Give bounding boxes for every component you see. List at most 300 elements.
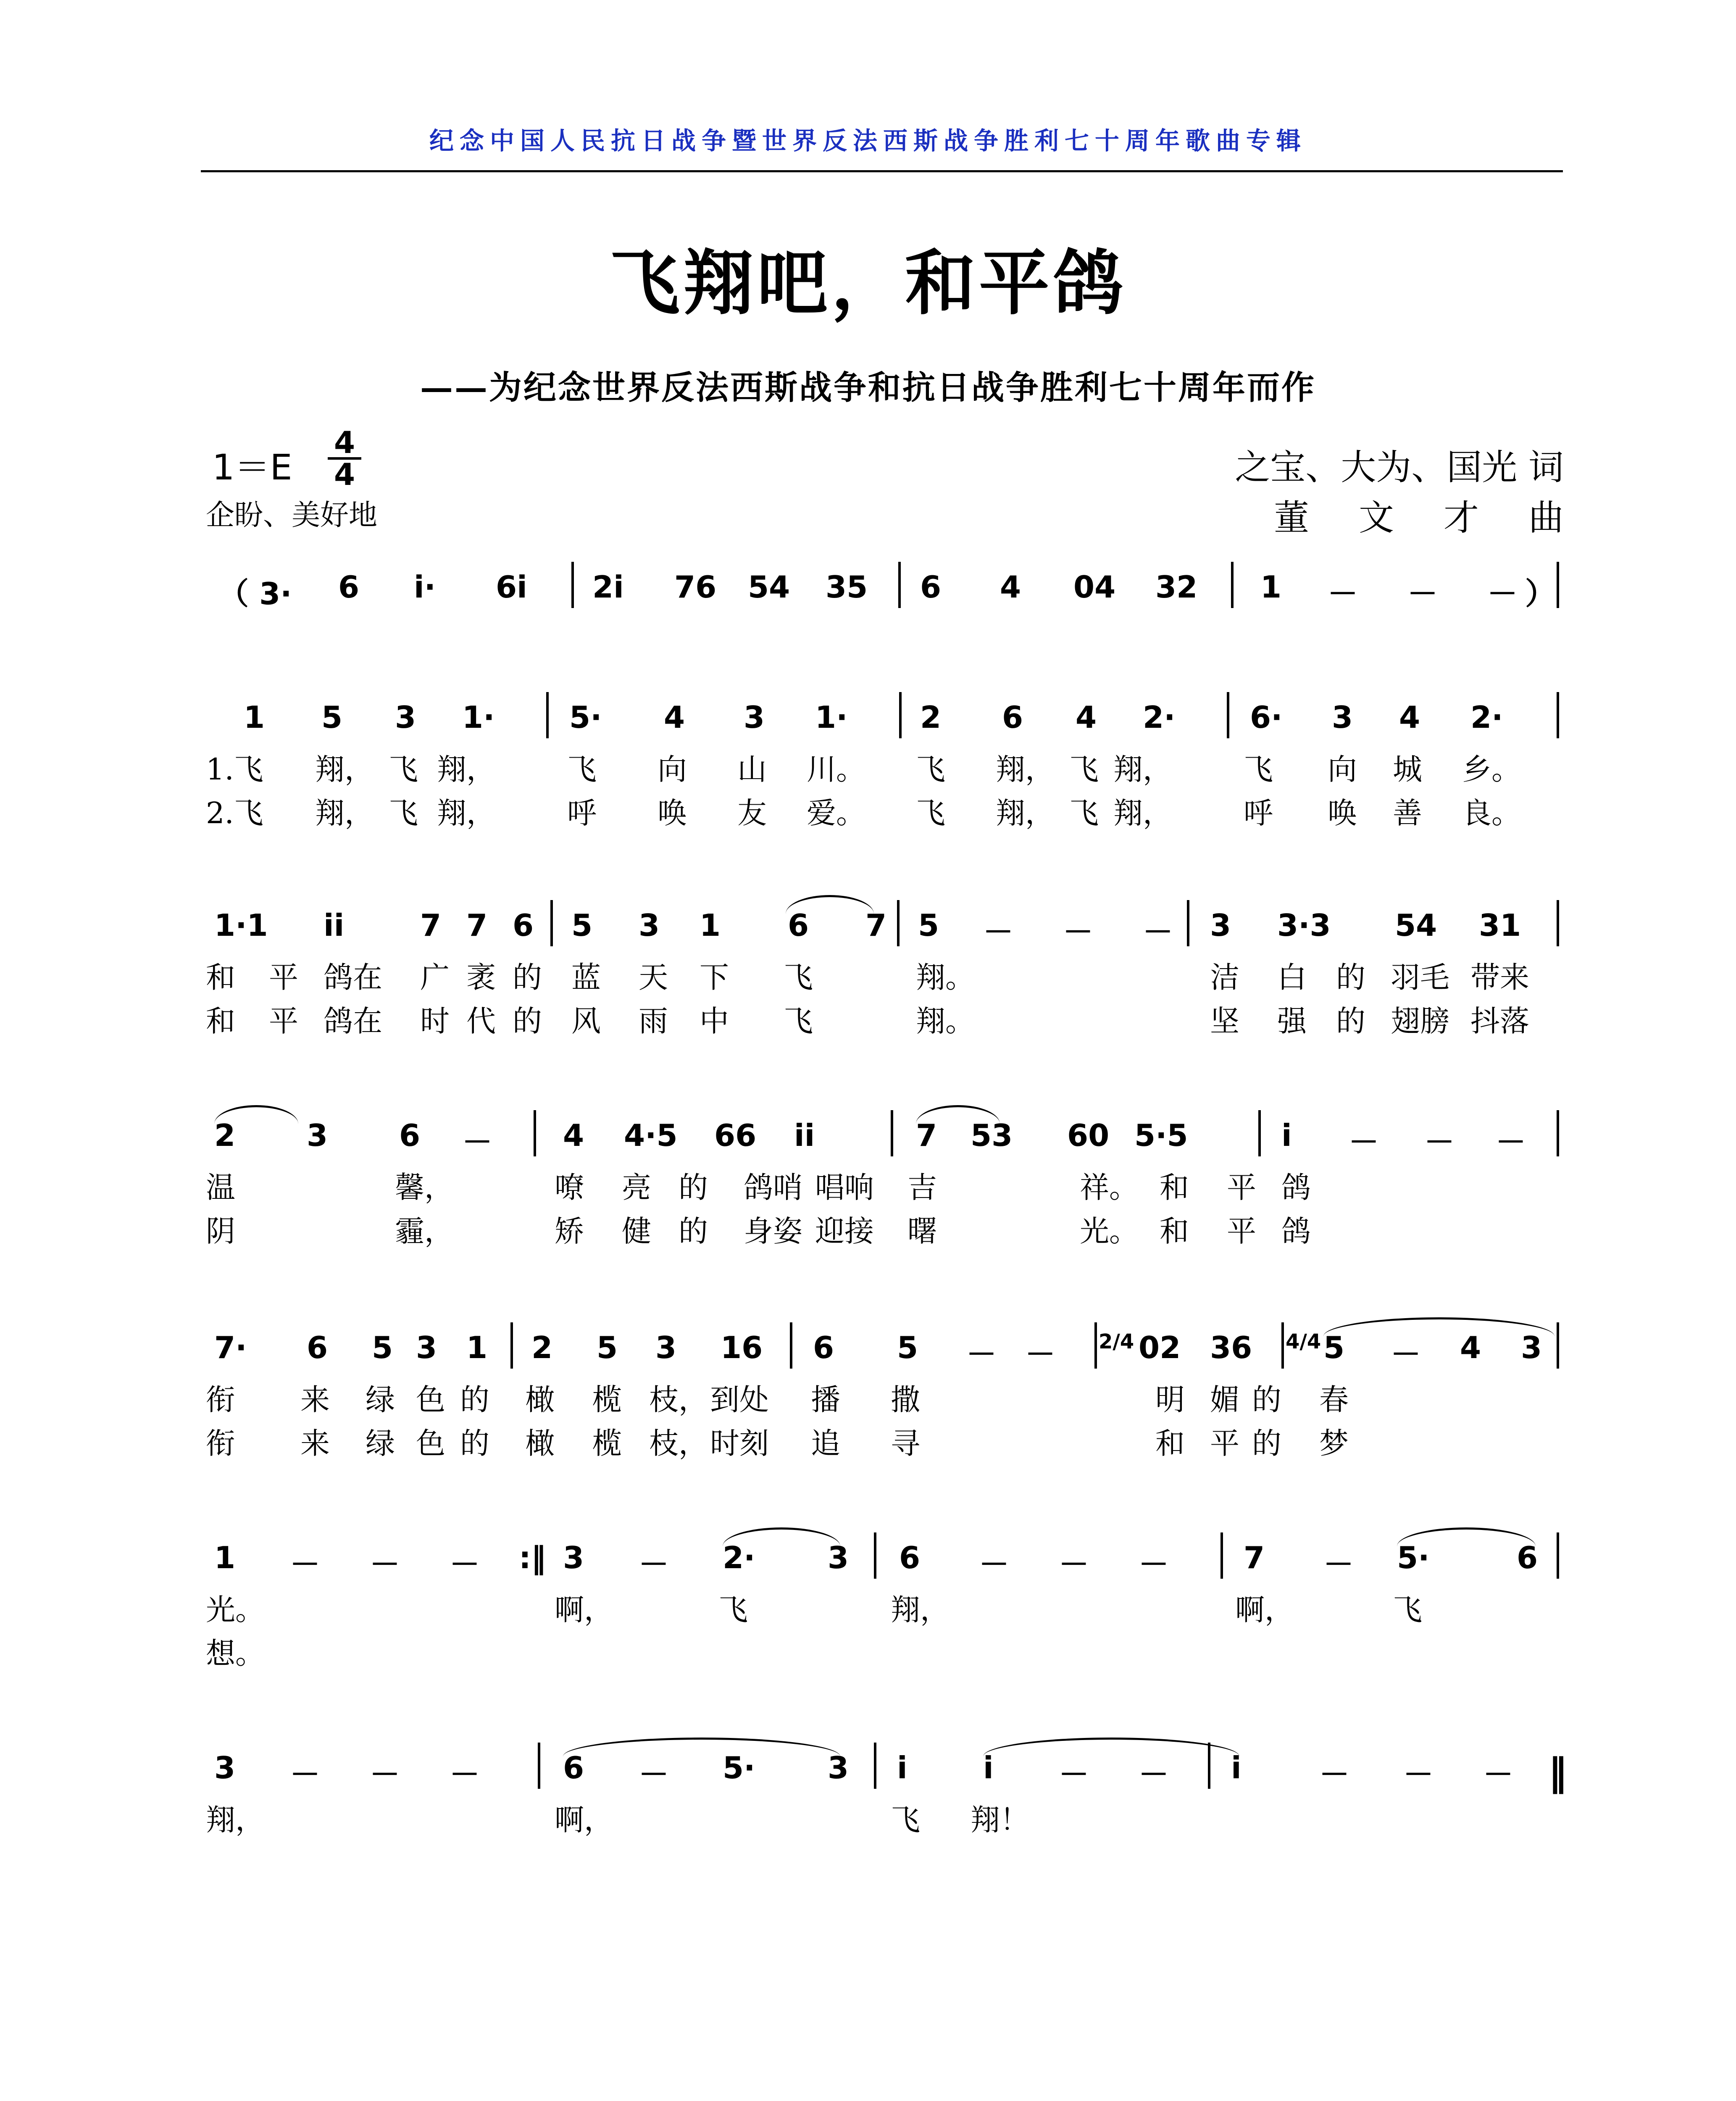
notation-row [202,569,1563,616]
barline [1281,1322,1284,1369]
lyric: 飞 [784,960,813,995]
lyric: 飞 [1244,752,1273,787]
lyric: 翔， [1113,752,1172,787]
time-change-2-4: 2/4 [1099,1330,1134,1353]
note: 5 [897,1330,918,1365]
lyric: 爱。 [807,796,865,830]
note: 3 [1332,700,1353,735]
barline [898,562,901,608]
lyric: 乡。 [1462,752,1521,787]
lyric: 祥。 [1080,1170,1139,1205]
lyric: 翔， [996,796,1055,830]
lyric: 和 [1160,1170,1189,1205]
score-system-3 [202,908,1563,1041]
note: － [639,1757,669,1792]
note: 3 [744,700,765,735]
note: 4 [1076,700,1097,735]
note: 1 [466,1330,488,1365]
lyric: 飞 [389,796,418,830]
lyric: 媚 [1210,1382,1239,1417]
note: 6 [307,1330,328,1365]
note: － [290,1757,321,1792]
note: 35 [826,569,868,605]
note: 2· [1143,700,1176,735]
note: － [1391,1337,1421,1372]
lyric: 榄 [592,1382,622,1417]
lyric: 霾， [395,1214,454,1248]
note: 5 [918,908,939,943]
note: 5 [372,1330,393,1365]
lyric: 的 [513,1004,542,1038]
lyric: 鸽 [1281,1170,1311,1205]
lyric: 鸽 [1281,1214,1311,1248]
note: 3 [307,1118,328,1153]
lyric: 平 [1210,1426,1239,1461]
lyric: 吉 [907,1170,937,1205]
barline [1557,562,1559,608]
lyric: 的 [1252,1426,1281,1461]
note: － [450,1547,480,1582]
score-system-4 [202,1118,1563,1251]
barline [1258,1110,1261,1156]
lyric: 翅膀 [1391,1004,1449,1038]
score-system-7 [202,1750,1567,1840]
note: 02 [1139,1330,1181,1365]
note: 5· [569,700,602,735]
lyric: 光。 [1080,1214,1139,1248]
lyric: 飞 [1393,1593,1422,1627]
note: 1· [815,700,848,735]
lyrics-verse-2 [202,998,1563,1041]
lyric: 追 [811,1426,840,1461]
tie [983,1738,1239,1756]
note: － [370,1757,400,1792]
barline [1220,1532,1223,1579]
lyric: 飞 [784,1004,813,1038]
lyric: 山 [737,752,767,787]
note: － [370,1547,400,1582]
lyric: 身姿 [744,1214,802,1248]
lyric: 翔， [1113,796,1172,830]
lyric: 和 [1155,1426,1185,1461]
note: － [1059,1757,1089,1792]
note: 36 [1210,1330,1252,1365]
lyric: 善 [1393,796,1422,830]
lyric: 天 [639,960,668,995]
note: － [1139,1547,1169,1582]
note: － [979,1547,1010,1582]
note: 3 [563,1540,584,1575]
lyric: 飞 [916,752,945,787]
barline [874,1743,876,1789]
note: 4 [1460,1330,1481,1365]
notation-row [202,908,1563,954]
lyric: 代 [466,1004,496,1038]
note: 2 [531,1330,553,1365]
note: i [1281,1118,1292,1153]
lyric: 迎接 [815,1214,874,1248]
lyric: 亮 [622,1170,651,1205]
lyric: 唤 [1328,796,1357,830]
tie [563,1738,840,1756]
note: 66 [714,1118,757,1153]
note: 3 [1210,908,1231,943]
barline [1208,1743,1210,1789]
note: － [290,1547,321,1582]
note: 4 [1399,700,1420,735]
note: ） [1525,576,1556,611]
time-numerator: 4 [334,425,355,460]
lyric: 飞 [1069,796,1099,830]
note: 6 [920,569,942,605]
time-denominator: 4 [328,457,361,489]
notation-row [202,1330,1563,1376]
lyric: 翔！ [971,1803,1029,1837]
barline [897,900,900,946]
note: 1· [462,700,495,735]
note: 54 [748,569,790,605]
note: 7 [420,908,442,943]
note: 7 [916,1118,937,1153]
score-system-6 [202,1540,1563,1674]
barline [899,692,902,738]
lyric: 矫 [555,1214,584,1248]
lyric: 飞 [916,796,945,830]
lyric: 翔， [206,1803,265,1837]
performance-note: 企盼、美好地 [206,499,378,532]
lyric: 下 [700,960,729,995]
note: 7 [1244,1540,1265,1575]
time-change-4-4: 4/4 [1286,1330,1321,1353]
lyric: 的 [460,1382,489,1417]
song-title: 飞翔吧，和平鸽 [609,242,1127,324]
lyric: 枝， [649,1382,708,1417]
note: 3 [395,700,416,735]
lyric: 雨 [639,1004,668,1038]
lyrics-verse-1 [202,954,1563,998]
lyric: 温 [206,1170,235,1205]
note: － [1496,1124,1526,1160]
note: － [1063,914,1094,950]
lyric: 翔， [437,796,496,830]
note: （ 3· [218,576,292,611]
lyric: 时刻 [710,1426,769,1461]
note: － [966,1337,997,1372]
lyric: 健 [622,1214,651,1248]
barline [1557,900,1559,946]
lyric: 绿 [366,1382,395,1417]
final-barline: ‖ [1548,1750,1567,1794]
score-system-2 [202,700,1563,833]
lyric: 飞 [567,752,597,787]
lyric: 袤 [466,960,496,995]
lyric: 城 [1393,752,1422,787]
lyric: 衔 [206,1426,235,1461]
lyric: 呼 [567,796,597,830]
note: － [1483,1757,1514,1792]
tie [1323,1317,1555,1336]
lyric: 洁 [1210,960,1239,995]
note: 54 [1395,908,1437,943]
barline [874,1532,876,1579]
note: 04 [1073,569,1116,605]
note: 7 [466,908,488,943]
note: ii [794,1118,815,1153]
note: 5· [1397,1540,1430,1575]
note: 5·5 [1134,1118,1188,1153]
header-rule [201,170,1563,172]
note: 1·1 [214,908,268,943]
lyric: 撒 [891,1382,920,1417]
lyrics-verse-2 [202,1420,1563,1464]
note: 32 [1155,569,1198,605]
note: 2 [920,700,942,735]
note: 3·3 [1277,908,1331,943]
lyric: 色 [416,1382,445,1417]
note: － [450,1757,480,1792]
lyric: 白 [1277,960,1307,995]
lyric: 明 [1155,1382,1185,1417]
note: 2 [214,1118,236,1153]
lyric: 坚 [1210,1004,1239,1038]
barline [1557,692,1559,738]
lyric: 良。 [1462,796,1521,830]
lyric: 翔， [996,752,1055,787]
lyric: 枝， [649,1426,708,1461]
note: i [1231,1750,1242,1785]
lyric: 光。 [206,1593,265,1627]
lyric: 馨， [395,1170,454,1205]
note: 3 [416,1330,437,1365]
notation-row [202,1540,1563,1586]
lyric: 翔， [315,796,374,830]
lyric: 橄 [525,1426,555,1461]
lyric: 川。 [807,752,865,787]
note: 2· [1470,700,1503,735]
note: 1 [1260,569,1282,605]
note: － [462,1124,493,1160]
lyric: 的 [679,1214,708,1248]
barline [1557,1532,1559,1579]
lyric: 的 [1252,1382,1281,1417]
lyricist-credit: 之宝、大为、国光 词 [1235,447,1564,488]
notation-row [202,700,1563,746]
lyrics-verse-1 [202,746,1563,790]
note: 6 [813,1330,834,1365]
note: 3 [639,908,660,943]
lyric: 平 [269,1004,298,1038]
barline [534,1110,536,1156]
time-signature [328,425,361,492]
collection-header: 纪念中国人民抗日战争暨世界反法西斯战争胜利七十周年歌曲专辑 [429,126,1307,155]
lyric: 橄 [525,1382,555,1417]
note: － [1139,1757,1169,1792]
note: 5 [597,1330,618,1365]
note: － [1349,1124,1379,1160]
lyric: 榄 [592,1426,622,1461]
note: 6 [1517,1540,1538,1575]
note: 3 [828,1750,849,1785]
lyric: 抖落 [1470,1004,1529,1038]
note: 7· [214,1330,247,1365]
note: － [1403,1757,1434,1792]
note: 4 [1000,569,1021,605]
lyric: 唱响 [815,1170,874,1205]
lyric: 曙 [907,1214,937,1248]
lyric: 友 [737,796,767,830]
lyric: 羽毛 [1391,960,1449,995]
note: 2· [723,1540,755,1575]
barline [1187,900,1189,946]
note: 3 [1521,1330,1542,1365]
lyric: 和 [206,960,235,995]
note: i· [414,569,436,605]
lyric: 翔， [315,752,374,787]
note: 6i [496,569,527,605]
note: 6 [563,1750,584,1785]
note: － [1025,1337,1056,1372]
note: 3 [214,1750,236,1785]
lyric: 啊， [1235,1593,1294,1627]
lyric: 啊， [555,1593,613,1627]
note: 4·5 [624,1118,678,1153]
lyrics-verse-1 [202,1164,1563,1208]
composer-credit: 董文才曲 [1273,497,1613,538]
barline [790,1322,792,1369]
lyric: 的 [513,960,542,995]
lyric: 中 [700,1004,729,1038]
note: 6 [513,908,534,943]
note: 2i [592,569,624,605]
lyric: 鸽哨 [744,1170,802,1205]
lyric: 唤 [658,796,687,830]
note: － [1328,576,1358,611]
lyric: 的 [460,1426,489,1461]
note: － [1319,1757,1350,1792]
note: 6 [1002,700,1023,735]
lyrics-verse-2 [202,790,1563,833]
lyric: 飞 [718,1593,748,1627]
notation-row [202,1750,1567,1796]
barline [1557,1322,1559,1369]
lyric: 鸽在 [324,960,382,995]
barline [510,1322,513,1369]
barline [1227,692,1229,738]
lyrics-verse-2 [202,1208,1563,1251]
note: 5 [321,700,343,735]
lyrics-verse-1 [202,1376,1563,1420]
lyric: 向 [1328,752,1357,787]
lyric: 寻 [891,1426,920,1461]
note: － [1059,1547,1089,1582]
note: 6 [788,908,809,943]
barline [550,900,553,946]
lyric: 时 [420,1004,450,1038]
note: 4 [563,1118,584,1153]
lyric: 1.飞 [206,752,263,787]
score-system-1 [202,569,1563,616]
notation-row [202,1118,1563,1164]
lyric: 广 [420,960,450,995]
lyric: 2.飞 [206,796,263,830]
note: 31 [1479,908,1521,943]
note: － [1487,576,1518,611]
note: 1 [244,700,265,735]
lyric: 翔。 [916,960,975,995]
note: － [983,914,1014,950]
lyric: 和 [1160,1214,1189,1248]
barline [546,692,549,738]
lyric: 嘹 [555,1170,584,1205]
note: i [983,1750,994,1785]
key-signature: 1＝E [212,447,292,488]
note: ii [324,908,345,943]
barline [1557,1110,1559,1156]
barline [891,1110,893,1156]
note: 6· [1250,700,1283,735]
lyric: 平 [1227,1214,1256,1248]
lyrics-verse-1 [202,1796,1563,1840]
barline [538,1743,540,1789]
note: 7 [865,908,887,943]
lyric: 翔， [891,1593,950,1627]
lyric: 想。 [206,1636,265,1671]
note: 3 [655,1330,677,1365]
note: － [1143,914,1173,950]
lyrics-verse-2 [202,1630,1563,1674]
lyric: 啊， [555,1803,613,1837]
lyric: 强 [1277,1004,1307,1038]
lyric: 带来 [1470,960,1529,995]
note: 6 [399,1118,421,1153]
note: － [1407,576,1438,611]
lyric: 呼 [1244,796,1273,830]
lyric: 飞 [1069,752,1099,787]
barline [571,562,574,608]
song-subtitle: ——为纪念世界反法西斯战争和抗日战争胜利七十周年而作 [420,369,1316,407]
lyric: 风 [571,1004,601,1038]
note: 1 [214,1540,236,1575]
lyric: 色 [416,1426,445,1461]
note: 3 [828,1540,849,1575]
note: － [1323,1547,1354,1582]
lyric: 翔， [437,752,496,787]
lyric: 平 [269,960,298,995]
lyrics-verse-1 [202,1586,1563,1630]
note: 76 [674,569,717,605]
lyric: 的 [1336,960,1365,995]
note: 5 [1323,1330,1345,1365]
note: i [897,1750,907,1785]
lyric: 和 [206,1004,235,1038]
note: 6 [338,569,360,605]
lyric: 翔。 [916,1004,975,1038]
lyric: 绿 [366,1426,395,1461]
note: － [639,1547,669,1582]
lyric: 的 [1336,1004,1365,1038]
note: 5 [571,908,593,943]
barline [1094,1322,1097,1369]
score-system-5 [202,1330,1563,1464]
lyric: 蓝 [571,960,601,995]
note: 5· [723,1750,755,1785]
lyric: 播 [811,1382,840,1417]
note: 16 [721,1330,763,1365]
lyric: 飞 [891,1803,920,1837]
lyric: 梦 [1319,1426,1349,1461]
lyric: 来 [300,1382,330,1417]
lyric: 到处 [710,1382,769,1417]
